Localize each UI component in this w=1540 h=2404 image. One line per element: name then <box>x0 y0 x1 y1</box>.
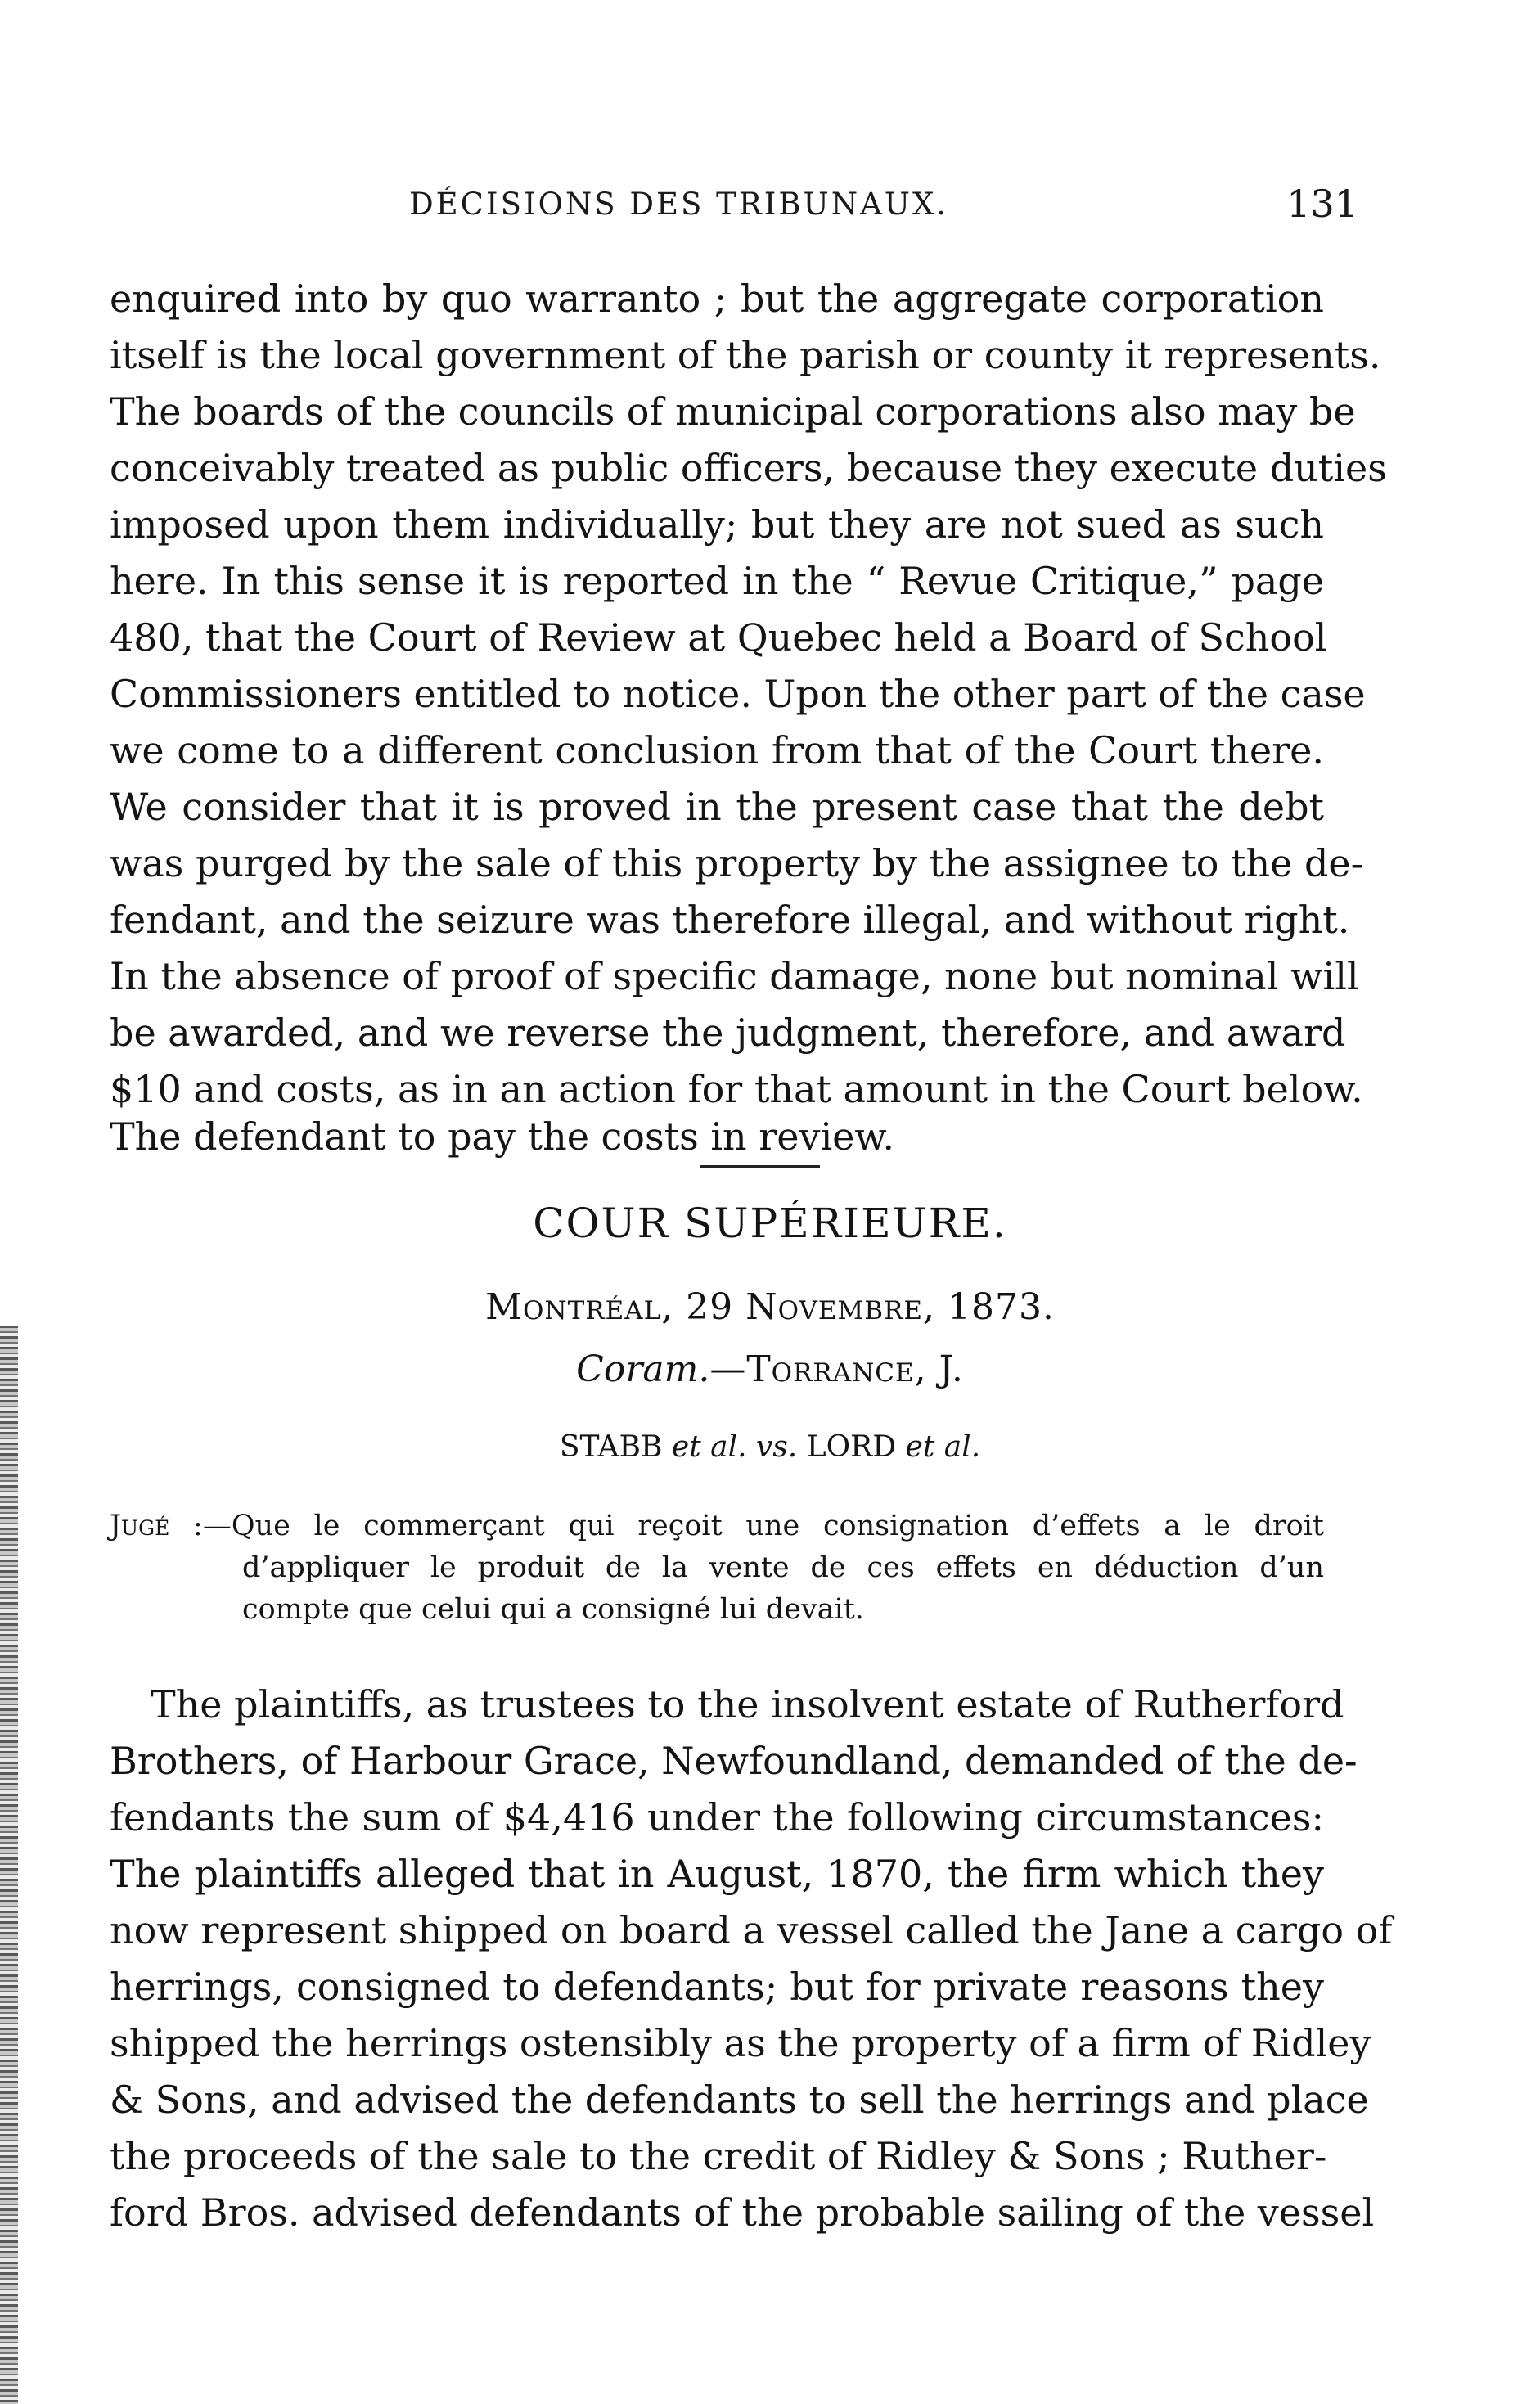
text-line: conceivably treated as public officers, because they execute duties <box>110 446 1387 490</box>
text-line: In the absence of proof of specific damage, none but nominal will <box>110 954 1359 998</box>
text-line: The plaintiffs alleged that in August, 1870, the firm which they <box>110 1852 1324 1896</box>
text-line: The plaintiffs, as trustees to the insolvent estate of Rutherford <box>151 1682 1344 1726</box>
headnote-line <box>110 1507 1324 1545</box>
text-line: was purged by the sale of this property by the assignee to the de- <box>110 841 1364 885</box>
coram-line <box>0 1348 1540 1390</box>
text-line: fendants the sum of $4,416 under the following circumstances: <box>110 1795 1324 1839</box>
headnote-label: Jugé : <box>110 1510 203 1542</box>
text-line: enquired into by quo warranto ; but the aggregate corporation <box>110 277 1324 321</box>
text-line: herrings, consigned to defendants; but for private reasons they <box>110 1965 1324 2009</box>
page-header <box>409 182 1358 231</box>
section-rule <box>700 1165 820 1168</box>
text-line: be awarded, and we reverse the judgment, therefore, and award <box>110 1011 1346 1055</box>
defendant-name: LORD <box>806 1430 897 1464</box>
text-line: imposed upon them individually; but they are not sued as such <box>110 502 1324 547</box>
text-line: & Sons, and advised the defendants to sell the herrings and place <box>110 2078 1369 2122</box>
court-heading: COUR SUPÉRIEURE. <box>533 1200 1007 1247</box>
case-parties <box>0 1430 1540 1464</box>
place-date: Montréal, 29 Novembre, 1873. <box>485 1286 1055 1328</box>
text-line: now represent shipped on board a vessel called the Jane a cargo of <box>110 1908 1393 1952</box>
text-line: Commissioners entitled to notice. Upon the other part of the case <box>110 672 1366 716</box>
judge-name: —Torrance, J. <box>709 1348 964 1390</box>
scanned-page-edge <box>0 1326 18 2404</box>
headnote-line: d’appliquer le produit de la vente de ces effets en déduction d’un <box>242 1551 1324 1584</box>
headnote-line: compte que celui qui a consigné lui devait. <box>242 1593 864 1626</box>
coram-label: Coram. <box>576 1348 710 1390</box>
plaintiff-et-al: et al. <box>671 1430 747 1464</box>
defendant-et-al: et al. <box>905 1430 981 1464</box>
text-line: Brothers, of Harbour Grace, Newfoundland, demanded of the de- <box>110 1739 1358 1783</box>
text-line: itself is the local government of the parish or county it represents. <box>110 333 1381 377</box>
versus: vs. <box>755 1430 798 1464</box>
text-line: the proceeds of the sale to the credit of Ridley & Sons ; Ruther- <box>110 2134 1327 2178</box>
text-line: here. In this sense it is reported in the “ Revue Critique,” page <box>110 559 1324 603</box>
text-line: The defendant to pay the costs in review. <box>110 1114 894 1159</box>
text-line: fendant, and the seizure was therefore illegal, and without right. <box>110 898 1350 942</box>
page-number: 131 <box>1286 182 1358 226</box>
text-line: we come to a different conclusion from that of the Court there. <box>110 728 1324 772</box>
text-line: The boards of the councils of municipal corporations also may be <box>110 389 1356 434</box>
text-line: 480, that the Court of Review at Quebec held a Board of School <box>110 615 1327 660</box>
headnote-text: —Que le commerçant qui reçoit une consignation d’effets a le droit <box>202 1510 1324 1542</box>
running-head: DÉCISIONS DES TRIBUNAUX. <box>409 187 949 222</box>
text-line: We consider that it is proved in the present case that the debt <box>110 785 1324 829</box>
text-line: ford Bros. advised defendants of the probable sailing of the vessel <box>110 2190 1375 2235</box>
plaintiff-name: STABB <box>559 1430 663 1464</box>
text-line: shipped the herrings ostensibly as the property of a firm of Ridley <box>110 2021 1371 2065</box>
text-line: $10 and costs, as in an action for that amount in the Court below. <box>110 1067 1363 1111</box>
